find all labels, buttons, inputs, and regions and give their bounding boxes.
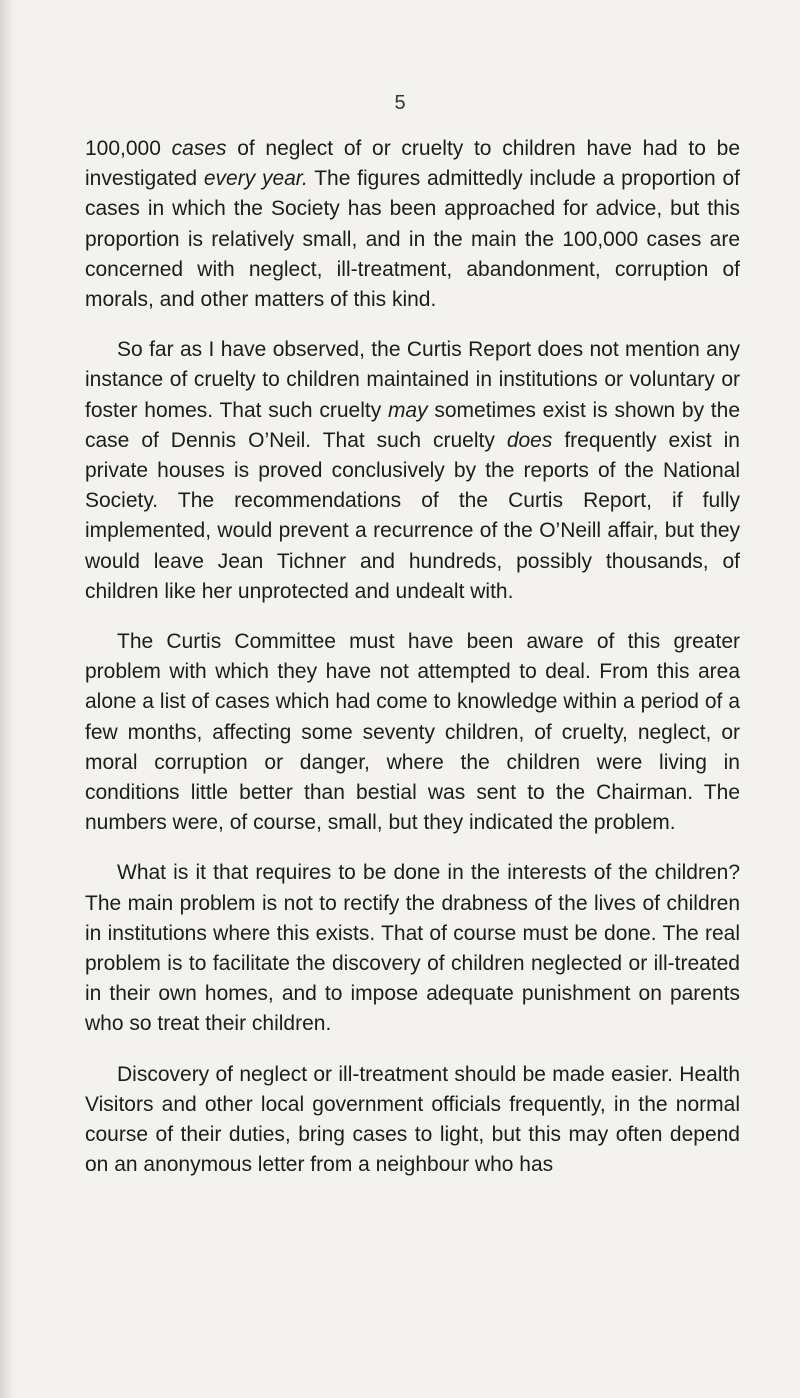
text-run: The figures admittedly include a proportion of cases in which the Society has been approached for advice, but this proportion is relatively small, and in the main the 100,000 cases are concerned with neglect, ill-treatment, abandonment, corruption of morals, and other matters of this kind. bbox=[85, 167, 740, 312]
paragraph-2 bbox=[85, 335, 740, 607]
text-run: Discovery of neglect or ill-treatment should be made easier. Health Visitors and other local government officials frequently, in the normal course of their duties, bring cases to light, but this may often depend on an anonymous letter from a neighbour who has bbox=[85, 1062, 740, 1177]
text-run: The Curtis Committee must have been aware of this greater problem with which they have not attempted to deal. From this area alone a list of cases which had come to knowledge within a period of a few months, affecting some seventy children, of cruelty, neglect, or moral corruption or danger, where the children were living in conditions little better than bestial was sent to the Chairman. The numbers were, of course, small, but they indicated the problem. bbox=[85, 630, 740, 835]
text-run: sometimes exist is shown by the case of Dennis O’Neil. That such cruelty bbox=[85, 398, 740, 452]
paragraph-1 bbox=[85, 134, 740, 315]
italic-text: may bbox=[387, 398, 428, 422]
text-run: What is it that requires to be done in the interests of the children? The main problem is not to rectify the drabness of the lives of children in institutions where this exists. That of course must be done. The real problem is to facilitate the discovery of children neglected or ill-treated in their own homes, and to impose adequate punishment on parents who so treat their children. bbox=[85, 861, 740, 1036]
italic-text: cases bbox=[171, 137, 227, 160]
italic-text: does bbox=[506, 428, 553, 452]
body-text bbox=[85, 134, 740, 1201]
text-run: 100,000 bbox=[85, 137, 172, 160]
page-number: 5 bbox=[394, 92, 406, 114]
text-run: So far as I have observed, the Curtis Report does not mention any instance of cruelty to children maintained in institutions or voluntary or foster homes. That such cruelty bbox=[85, 338, 740, 422]
paragraph-3 bbox=[85, 627, 740, 838]
page-edge-shadow bbox=[0, 0, 14, 1398]
text-run: of neglect of or cruelty to children have had to be investigated bbox=[85, 137, 741, 191]
paragraph-4 bbox=[85, 858, 740, 1039]
paragraph-5 bbox=[85, 1060, 740, 1181]
italic-text: every year. bbox=[203, 167, 308, 191]
text-run: frequently exist in private houses is proved conclusively by the reports of the National Society. The recommendations of the Curtis Report, if fully implemented, would prevent a recurrence of the O’Neill affair, but they would leave Jean Tichner and hundreds, possibly thousands, of children like her unprotected and undealt with. bbox=[85, 428, 740, 603]
